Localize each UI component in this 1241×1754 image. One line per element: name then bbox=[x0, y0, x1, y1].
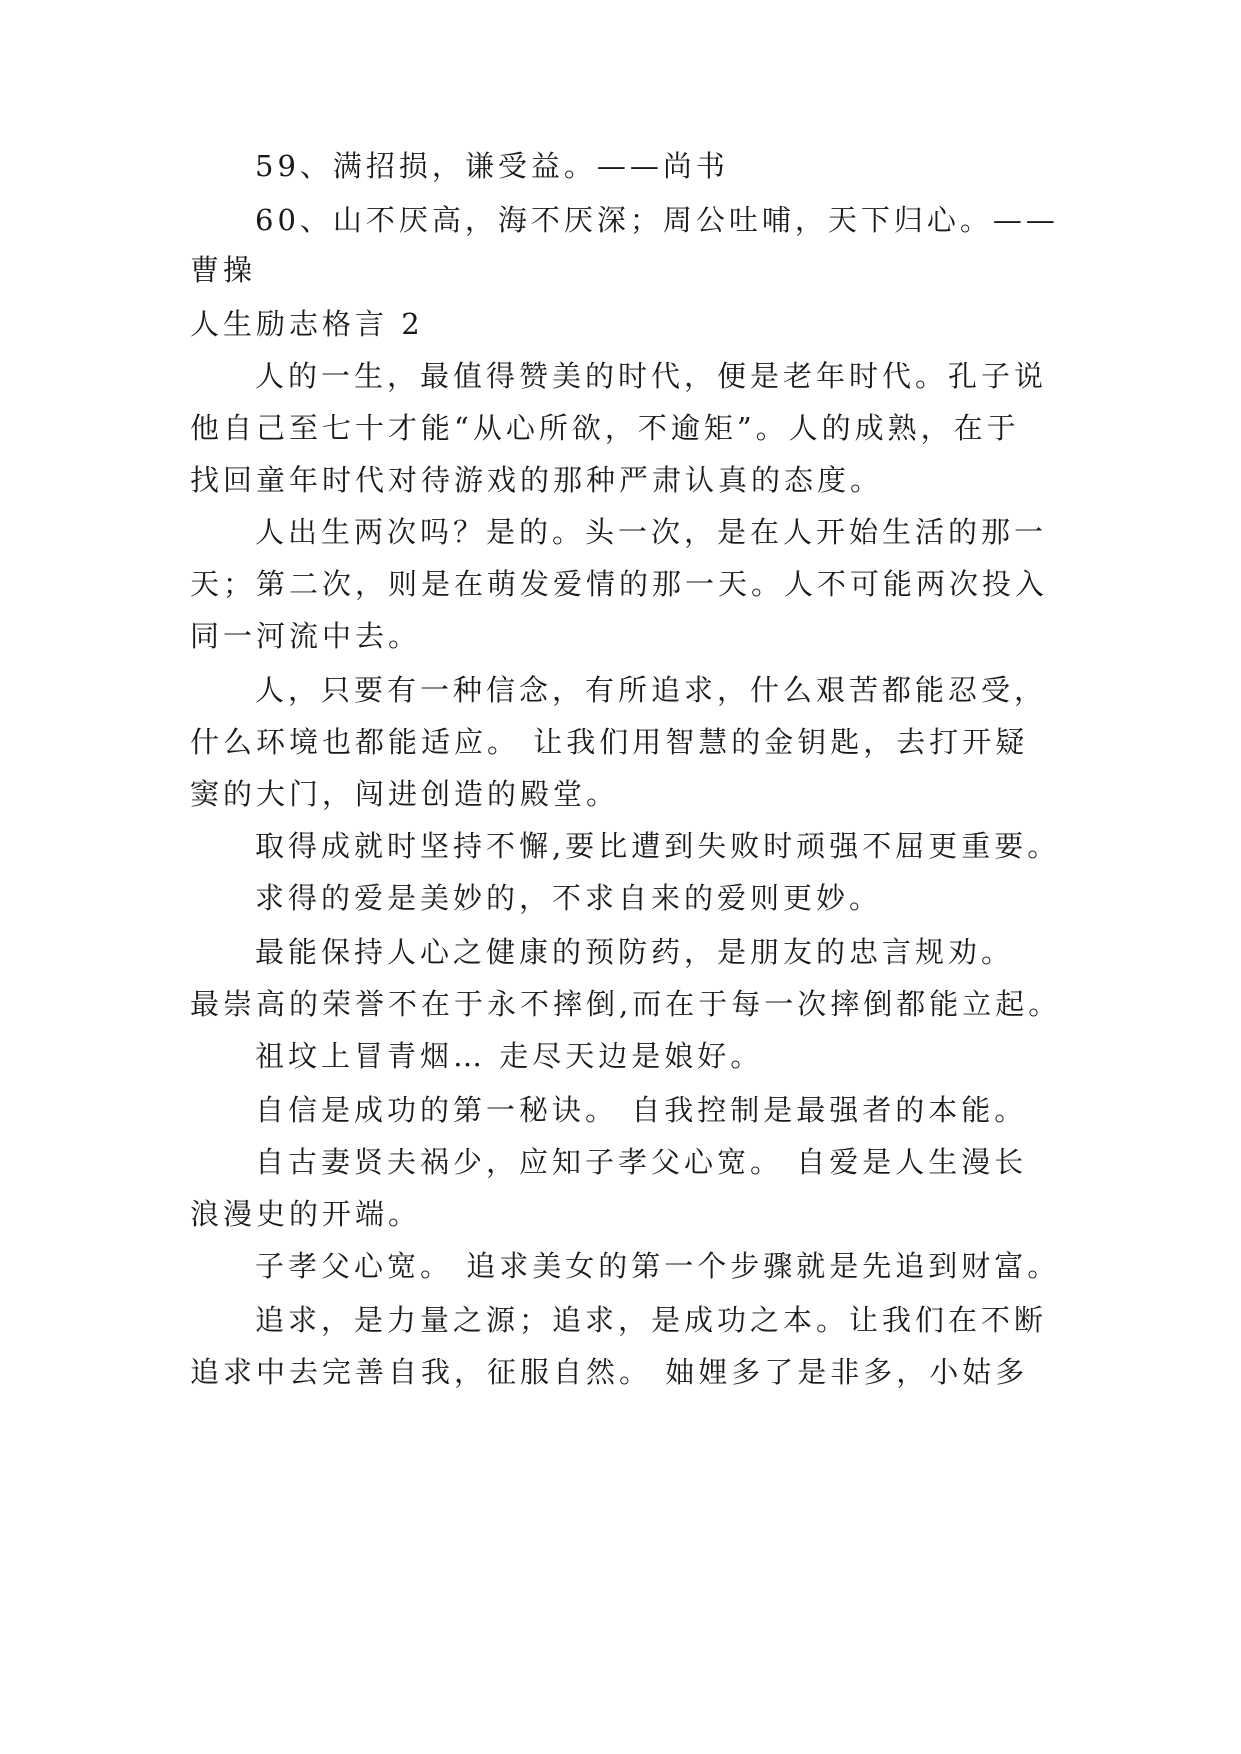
quote-60-line-1: 60、山不厌高，海不厌深；周公吐哺，天下归心。—— bbox=[255, 203, 1059, 237]
paragraph-1-line-3: 找回童年时代对待游戏的那种严肃认真的态度。 bbox=[190, 463, 884, 497]
quote-60-line-2: 曹操 bbox=[190, 253, 257, 287]
quote-59: 59、满招损，谦受益。——尚书 bbox=[255, 149, 729, 183]
paragraph-2-line-1: 人出生两次吗？是的。头一次，是在人开始生活的那一 bbox=[255, 515, 1048, 549]
paragraph-9-line-2: 浪漫史的开端。 bbox=[190, 1197, 422, 1231]
paragraph-10: 子孝父心宽。 追求美女的第一个步骤就是先追到财富。 bbox=[255, 1249, 1061, 1283]
paragraph-6-line-1: 最能保持人心之健康的预防药，是朋友的忠言规劝。 bbox=[255, 935, 1015, 969]
paragraph-7: 祖坟上冒青烟… 走尽天边是娘好。 bbox=[255, 1039, 764, 1073]
paragraph-2-line-3: 同一河流中去。 bbox=[190, 619, 422, 653]
paragraph-3-line-1: 人，只要有一种信念，有所追求，什么艰苦都能忍受， bbox=[255, 673, 1048, 707]
paragraph-1-line-1: 人的一生，最值得赞美的时代，便是老年时代。孔子说 bbox=[255, 359, 1048, 393]
paragraph-3-line-3: 窦的大门，闯进创造的殿堂。 bbox=[190, 777, 620, 811]
section-heading: 人生励志格言 2 bbox=[190, 307, 424, 341]
paragraph-2-line-2: 天；第二次，则是在萌发爱情的那一天。人不可能两次投入 bbox=[190, 567, 1049, 601]
paragraph-11-line-1: 追求，是力量之源；追求，是成功之本。让我们在不断 bbox=[255, 1303, 1048, 1337]
paragraph-8: 自信是成功的第一秘诀。 自我控制是最强者的本能。 bbox=[255, 1093, 1028, 1127]
paragraph-11-line-2: 追求中去完善自我，征服自然。 妯娌多了是非多，小姑多 bbox=[190, 1355, 1029, 1389]
paragraph-6-line-2: 最崇高的荣誉不在于永不摔倒,而在于每一次摔倒都能立起。 bbox=[190, 987, 1062, 1021]
paragraph-3-line-2: 什么环境也都能适应。 让我们用智慧的金钥匙，去打开疑 bbox=[190, 725, 1029, 759]
paragraph-9-line-1: 自古妻贤夫祸少，应知子孝父心宽。 自爱是人生漫长 bbox=[255, 1145, 1028, 1179]
paragraph-4: 取得成就时坚持不懈,要比遭到失败时顽强不屈更重要。 bbox=[255, 829, 1061, 863]
paragraph-1-line-2: 他自己至七十才能“从心所欲，不逾矩”。人的成熟，在于 bbox=[190, 411, 1020, 445]
paragraph-5: 求得的爱是美妙的，不求自来的爱则更妙。 bbox=[255, 881, 883, 915]
